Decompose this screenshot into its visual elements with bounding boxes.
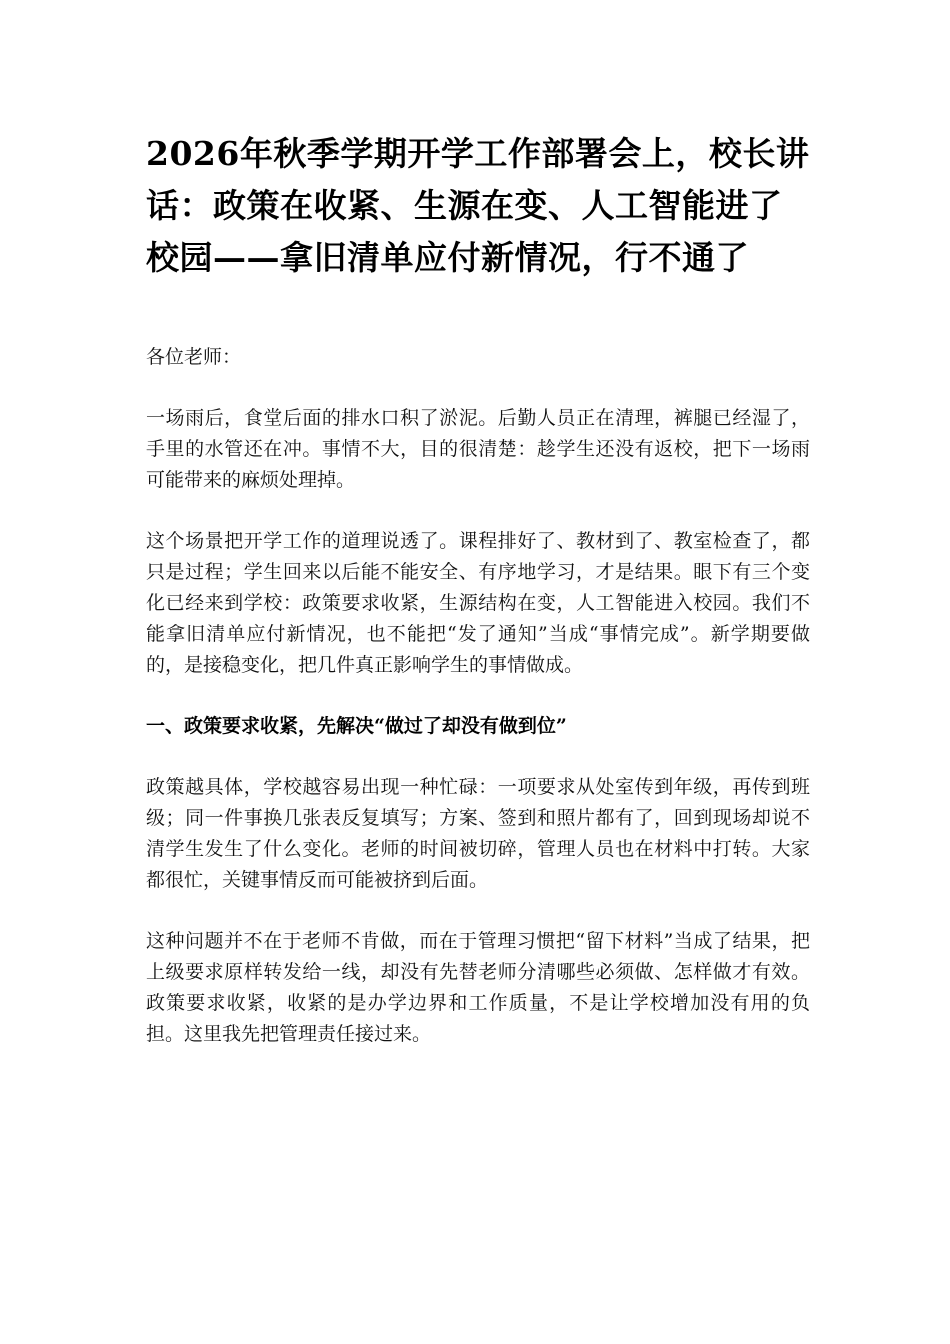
greeting: 各位老师： (146, 346, 242, 368)
section-heading: 一、政策要求收紧，先解决“做过了却没有做到位” (146, 715, 567, 737)
body-paragraph: 这个场景把开学工作的道理说透了。课程排好了、教材到了、教室检查了，都只是过程；学生回来以后能不能安全、有序地学习，才是结果。眼下有三个变化已经来到学校：政策要求收紧，生源结构在变，人工智能进入校园。我们不能拿旧清单应付新情况，也不能把“发了通知”当成“事情完成”。新学期要做的，是接稳变化，把几件真正影响学生的事情做成。 (146, 530, 810, 676)
body-paragraph: 政策越具体，学校越容易出现一种忙碌：一项要求从处室传到年级，再传到班级；同一件事换几张表反复填写；方案、签到和照片都有了，回到现场却说不清学生发生了什么变化。老师的时间被切碎，管理人员也在材料中打转。大家都很忙，关键事情反而可能被挤到后面。 (146, 776, 810, 891)
document-page (146, 128, 810, 1050)
document-title: 2026年秋季学期开学工作部署会上，校长讲话：政策在收紧、生源在变、人工智能进了校园——拿旧清单应付新情况，行不通了 (146, 134, 810, 277)
body-paragraph: 这种问题并不在于老师不肯做，而在于管理习惯把“留下材料”当成了结果，把上级要求原样转发给一线，却没有先替老师分清哪些必须做、怎样做才有效。政策要求收紧，收紧的是办学边界和工作质量，不是让学校增加没有用的负担。这里我先把管理责任接过来。 (146, 930, 810, 1045)
body-paragraph: 一场雨后，食堂后面的排水口积了淤泥。后勤人员正在清理，裤腿已经湿了，手里的水管还在冲。事情不大，目的很清楚：趁学生还没有返校，把下一场雨可能带来的麻烦处理掉。 (146, 407, 810, 491)
